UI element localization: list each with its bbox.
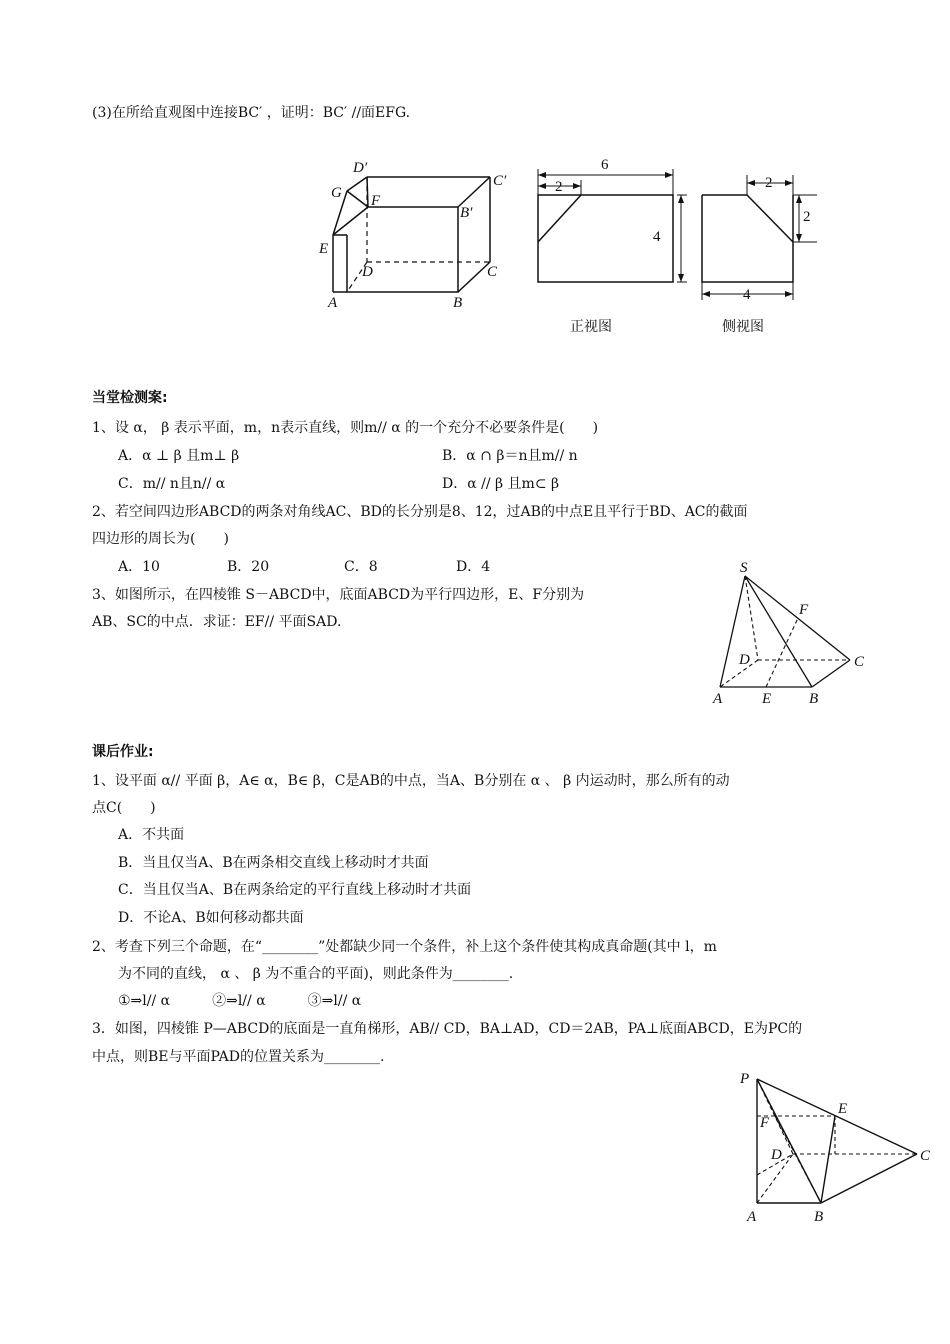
front-top-dim: 6	[601, 157, 609, 173]
h1-option-d: D．不论A、B如何移动都共面	[118, 910, 304, 926]
label-d: D	[739, 652, 750, 668]
h2-stem-line2: 为不同的直线， α 、 β 为不重合的平面)，则此条件为________.	[118, 966, 514, 982]
label-a: A	[747, 1209, 757, 1225]
section-heading-check: 当堂检测案:	[92, 390, 168, 406]
q1-option-c: C．m// n且n// α	[118, 476, 226, 492]
h3-stem-line1: 3．如图，四棱锥 P—ABCD的底面是一直角梯形，AB// CD，BA⊥AD，CD＝2AB，PA⊥底面ABCD，E为PC的	[92, 1021, 803, 1037]
label-e: E	[838, 1101, 848, 1117]
q2-option-c: C．8	[344, 559, 378, 575]
side-right-dim: 2	[803, 209, 811, 225]
h2-stem-line1: 2、考查下列三个命题，在“________”处都缺少同一个条件，补上这个条件使其构成真命题(其中 l，m	[92, 939, 717, 955]
figure-pyramid-s-abcd	[705, 560, 875, 710]
label-c: C	[920, 1148, 931, 1164]
label-p: P	[740, 1071, 750, 1087]
label-d: D	[362, 264, 373, 280]
label-s: S	[740, 560, 748, 576]
label-b: B	[814, 1209, 824, 1225]
part3-instruction: (3)在所给直观图中连接BC′ ，证明：BC′ //面EFG.	[92, 105, 411, 121]
q3-stem-line2: AB、SC的中点．求证：EF// 平面SAD.	[92, 614, 342, 630]
label-f: F	[371, 193, 381, 209]
front-left-dim: 2	[555, 179, 563, 195]
side-top-dim: 2	[765, 175, 773, 191]
label-e: E	[762, 691, 772, 707]
label-c-prime: C′	[493, 173, 507, 189]
side-bottom-dim: 4	[743, 287, 751, 303]
label-c: C	[854, 654, 865, 670]
h3-stem-line2: 中点，则BE与平面PAD的位置关系为________.	[92, 1049, 385, 1065]
label-d-prime: D′	[353, 160, 368, 176]
h2-options: ①⇒l// α ②⇒l// α ③⇒l// α	[118, 993, 362, 1009]
label-a: A	[328, 295, 338, 311]
side-view-caption: 侧视图	[722, 319, 764, 335]
q2-stem-line1: 2、若空间四边形ABCD的两条对角线AC、BD的长分别是8、12，过AB的中点E且平行于BD、AC的截面	[92, 504, 748, 520]
figure-pyramid-p-abcd	[735, 1063, 935, 1228]
q3-stem-line1: 3、如图所示，在四棱锥 S－ABCD中，底面ABCD为平行四边形，E、F分别为	[92, 587, 585, 603]
label-a: A	[713, 691, 723, 707]
q2-option-b: B．20	[227, 559, 270, 575]
label-f: F	[760, 1115, 770, 1131]
h1-stem-line1: 1、设平面 α// 平面 β，A∈ α，B∈ β，C是AB的中点，当A、B分别在 α 、 β 内运动时，那么所有的动	[92, 773, 730, 789]
q1-option-d: D．α // β 且m⊂ β	[442, 476, 560, 492]
label-f: F	[799, 602, 809, 618]
h1-option-c: C．当且仅当A、B在两条给定的平行直线上移动时才共面	[118, 882, 472, 898]
label-b: B	[453, 295, 463, 311]
h1-stem-line2: 点C( )	[92, 800, 156, 816]
q1-option-a: A．α ⊥ β 且m⊥ β	[118, 448, 240, 464]
figure-cuboid-and-views	[315, 155, 835, 345]
label-b-prime: B′	[460, 205, 473, 221]
label-b: B	[809, 691, 819, 707]
q2-option-d: D．4	[456, 559, 491, 575]
q1-stem: 1、设 α， β 表示平面，m，n表示直线，则m// α 的一个充分不必要条件是( )	[92, 420, 599, 436]
q2-stem-line2: 四边形的周长为( )	[92, 531, 229, 547]
label-c: C	[487, 264, 498, 280]
label-d: D	[771, 1147, 782, 1163]
section-heading-homework: 课后作业:	[92, 744, 154, 760]
q1-option-b: B．α ∩ β＝n且m// n	[442, 448, 578, 464]
h1-option-a: A．不共面	[118, 827, 185, 843]
front-view-caption: 正视图	[570, 319, 612, 335]
front-right-dim: 4	[653, 229, 661, 245]
q2-option-a: A．10	[118, 559, 160, 575]
h1-option-b: B．当且仅当A、B在两条相交直线上移动时才共面	[118, 855, 429, 871]
label-g: G	[331, 185, 342, 201]
label-e: E	[319, 241, 329, 257]
